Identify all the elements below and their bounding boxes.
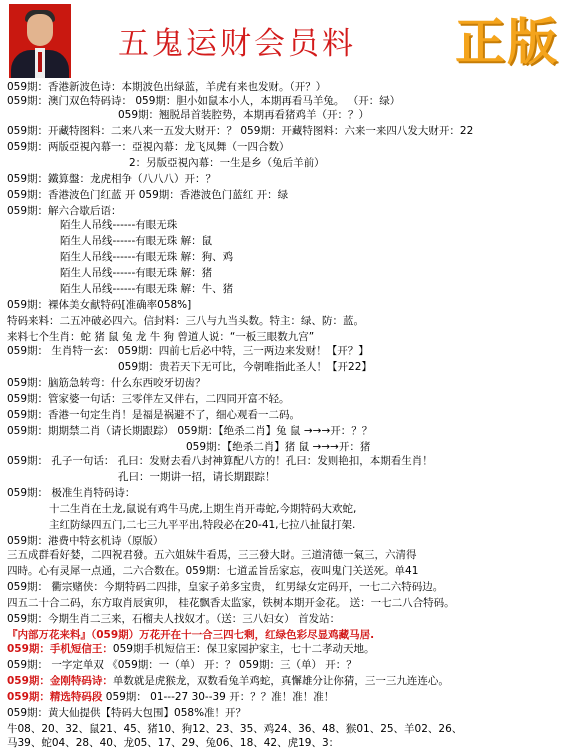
content-line — [49, 502, 356, 516]
line-text: 三五成群看好婪，二四祝君發。五六姐妹牛看馬，三三發大財。三道清德一氣三，六清得 — [7, 549, 417, 561]
line-text: 059期：期期禁二肖（请长期跟踪） 059期：【绝杀二肖】兔 鼠 →→→开：？？ — [7, 425, 373, 437]
content-line — [7, 298, 191, 312]
content-line — [7, 690, 334, 704]
line-text: 四五二十合二码，东方取肖辰寅卯， 桂花飘香太监家，铁树本期开金花。 送：一七二八合特码。 — [7, 597, 455, 609]
content-line — [7, 706, 246, 720]
content-line — [7, 94, 400, 108]
content-line — [49, 518, 355, 532]
line-text: 来料七个生肖：蛇 猪 鼠 兔 龙 牛 狗 曾道人说：“一板三眼数九宫” — [7, 331, 315, 343]
content-line — [7, 454, 433, 468]
header — [0, 0, 588, 82]
line-text: 059期：解六合歇后语： — [7, 205, 122, 217]
line-text: 059期：澳门双色特码诗： 059期：胆小如鼠本小人，本期再看马羊兔。 （开：绿） — [7, 95, 401, 107]
avatar-tie — [38, 52, 42, 72]
content-line — [60, 266, 212, 280]
line-text: 059期： 极准生肖特码诗： — [7, 487, 136, 499]
content-line — [7, 658, 357, 672]
line-text: 059期：贵若天下无可比，今朝唯指此圣人！【开22】 — [118, 361, 372, 373]
line-tail: 单数就是虎猴龙，双数看兔羊鸡蛇，真懈雄分让你猜，三一三九连连心。 — [112, 675, 449, 687]
content-line — [129, 156, 325, 170]
line-text: 059期：香港新波色诗：本期波色出绿蓝，羊虎有来也发财。（开？） — [7, 81, 327, 93]
line-text: 主红防绿四五门,二七三九平平出,特段必在20-41,七拉八扯鼠打架. — [49, 519, 356, 531]
line-text: 059期：脑筋急转弯：什么东西咬牙切齿？ — [7, 377, 206, 389]
content-line — [7, 548, 417, 562]
line-text: 059期：【绝杀二肖】猪 鼠 →→→开：猪 — [186, 441, 371, 453]
line-text: 孔曰：一期讲一招，请长期跟踪！ — [118, 471, 276, 483]
line-text: 陌生人吊线------有眼无珠 — [60, 219, 178, 231]
content-line — [7, 642, 374, 656]
line-text: 059期：黄大仙提供【特码大包围】058%准！开？ — [7, 707, 247, 719]
content-line — [7, 188, 288, 202]
line-text: 陌生人吊线------有眼无珠 解：牛、猪 — [60, 283, 234, 295]
content-line — [60, 218, 177, 232]
content-line — [7, 376, 206, 390]
line-text: 059期： 一字定单双 《059期：一（单） 开：？ 059期：三（单） 开：？ — [7, 659, 357, 671]
content-line — [7, 344, 369, 358]
content-line — [7, 392, 290, 406]
content-line — [186, 440, 370, 454]
content-line — [60, 234, 212, 248]
content-line — [60, 250, 233, 264]
line-tail: 059期手机短信王：保卫家园护家主，七十二孝动天地。 — [112, 643, 375, 655]
line-text: 059期：香港一句定生肖！是福是祸避不了，细心观看一二码。 — [7, 409, 301, 421]
content-line — [7, 330, 314, 344]
line-text: 陌生人吊线------有眼无珠 解：鼠 — [60, 235, 213, 247]
content-line — [7, 612, 340, 626]
zhengban-logo: 正版 — [455, 13, 559, 71]
line-text: 059期：开藏特图料：二来八来一五发大财开：？ 059期：开藏特图料：六来一来四八发大财开：22 — [7, 125, 474, 137]
content-line — [7, 204, 122, 218]
line-text: 059期：港费中特玄机诗（原版） — [7, 535, 164, 547]
content-line — [7, 534, 164, 548]
content-line — [7, 722, 462, 736]
content-line — [118, 470, 276, 484]
line-text: 十二生肖在土龙,鼠说有鸡牛马虎,上期生肖开毒蛇,今期特码大欢蛇, — [49, 503, 357, 515]
content-line — [7, 314, 364, 328]
line-text: 牛08、20、32、鼠21、45、猪10、狗12、23、35、鸡24、36、48、猴01、25、羊02、26、 — [7, 723, 463, 735]
content-line — [7, 172, 216, 186]
content-line — [7, 424, 372, 438]
content-line — [7, 674, 449, 688]
line-text: 059期： 孔子一句话： 孔曰：发财去看八封神算配八方的！孔曰：发则艳扣，本期看生肖！ — [7, 455, 433, 467]
line-text: 059期：今期生肖二三来，石榴夫人找奴才。（送：三八妇女） 首发站： — [7, 613, 341, 625]
avatar — [9, 4, 71, 78]
content-line — [7, 140, 290, 154]
content-line — [7, 564, 418, 578]
line-text: 059期：鐵算盤：龙虎相争（八八八）开：？ — [7, 173, 217, 185]
line-text: 059期：金刚特码诗： — [7, 675, 113, 687]
content-line — [7, 408, 300, 422]
content-line — [7, 80, 326, 94]
content-line — [7, 628, 374, 642]
content-line — [7, 596, 455, 610]
line-text: 2：另版亞視內幕：一生是乡（兔后羊前） — [129, 157, 325, 169]
line-text: 059期：翘脱昂首装腔势，本期再看猪鸡羊（开：？） — [118, 109, 370, 121]
line-text: 四時。心有灵犀一点通，二六合数在。059期：七道孟旨岳家忘，夜叫鬼门关送死。单41 — [7, 565, 419, 577]
line-text: 马39、蛇04、28、40、龙05、17、29、兔06、18、42、虎19、3： — [7, 737, 340, 749]
content-line — [7, 486, 135, 500]
line-text: 特码来料：二五冲破必四六。信封料：三八与九当头数。特主：绿、防：蓝。 — [7, 315, 364, 327]
line-text: 059期：香港波色门红蓝 开 059期：香港波色门蓝红 开：绿 — [7, 189, 289, 201]
line-text: 059期：两版亞視內幕一：亞視內幕：龙飞凤舞（一四合数） — [7, 141, 290, 153]
line-text: 059期：管家婆一句话：三零伴左又伴右，二四同开富不轻。 — [7, 393, 290, 405]
line-tail: 059期： 01---27 30--39 开：？？准！准！准！ — [102, 691, 335, 703]
line-text: 059期：手机短信王： — [7, 643, 113, 655]
line-text: 陌生人吊线------有眼无珠 解：狗、鸡 — [60, 251, 234, 263]
line-text: 059期：裸体美女献特码[准确率058%] — [7, 299, 192, 311]
content-line — [60, 282, 233, 296]
line-text: 『内部万花来料』（059期）万花开在十一合三四七剩，红绿色彩尽显鸡藏马居. — [7, 629, 375, 641]
line-text: 059期： 生肖特一玄： 059期：四前七后必中特，三一两边来发财！【开？】 — [7, 345, 369, 357]
content-line — [7, 124, 473, 138]
line-text: 陌生人吊线------有眼无珠 解：猪 — [60, 267, 213, 279]
line-text: 059期：精选特码段 — [7, 691, 103, 703]
content-line — [118, 108, 369, 122]
content-line — [118, 360, 372, 374]
page-title: 五鬼运财会员料 — [118, 26, 356, 62]
avatar-face — [27, 14, 53, 46]
line-text: 059期： 衢宗赌侠：今期特码二四排，皇家子弟多宝贵， 红男绿女定码开，一七二六特码边。 — [7, 581, 444, 593]
content-line — [7, 580, 443, 594]
